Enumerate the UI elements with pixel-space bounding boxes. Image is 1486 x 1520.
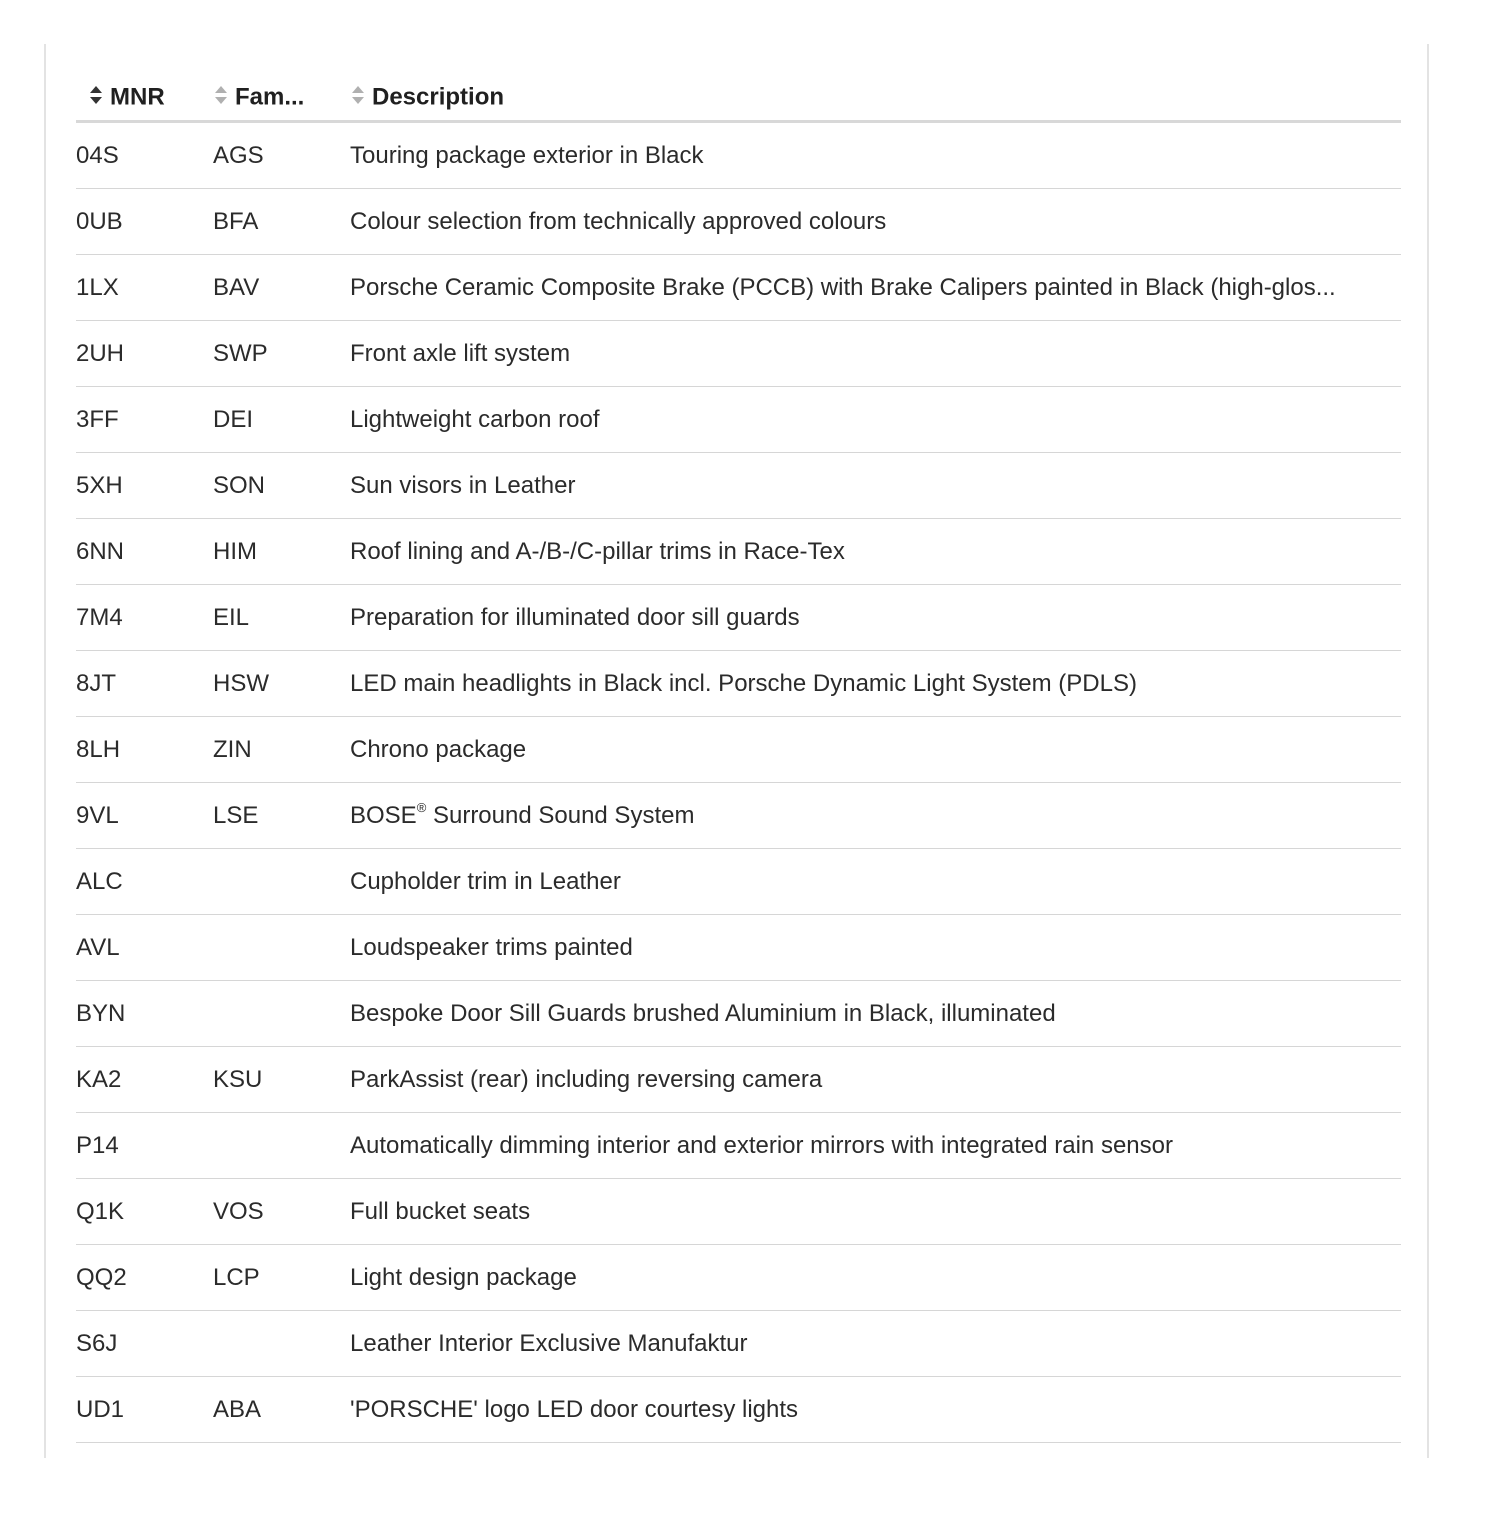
description-text-rest: Surround Sound System [426, 801, 695, 829]
cell-family: KSU [213, 1047, 350, 1113]
cell-family [213, 1113, 350, 1179]
cell-description: LED main headlights in Black incl. Porsche Dynamic Light System (PDLS) [350, 651, 1401, 717]
table-row[interactable] [76, 519, 1401, 585]
table-row[interactable] [76, 1245, 1401, 1311]
cell-family: BFA [213, 189, 350, 255]
cell-description: Light design package [350, 1245, 1401, 1311]
cell-description: Leather Interior Exclusive Manufaktur [350, 1311, 1401, 1377]
cell-description: Cupholder trim in Leather [350, 849, 1401, 915]
sort-icon[interactable] [213, 83, 229, 107]
table-row[interactable] [76, 122, 1401, 189]
cell-family: HSW [213, 651, 350, 717]
cell-mnr: 8JT [76, 651, 213, 717]
cell-mnr: P14 [76, 1113, 213, 1179]
cell-description: Roof lining and A-/B-/C-pillar trims in Race-Tex [350, 519, 1401, 585]
table-row[interactable] [76, 453, 1401, 519]
table-row[interactable] [76, 1047, 1401, 1113]
cell-family: LSE [213, 783, 350, 849]
table-body [76, 122, 1401, 1443]
table-row[interactable] [76, 189, 1401, 255]
cell-family: ABA [213, 1377, 350, 1443]
cell-description: Automatically dimming interior and exterior mirrors with integrated rain sensor [350, 1113, 1401, 1179]
cell-mnr: 2UH [76, 321, 213, 387]
options-table [76, 74, 1401, 1443]
cell-description: Lightweight carbon roof [350, 387, 1401, 453]
cell-family: VOS [213, 1179, 350, 1245]
cell-mnr: 0UB [76, 189, 213, 255]
cell-mnr: 5XH [76, 453, 213, 519]
column-header-mnr[interactable] [76, 74, 213, 122]
cell-description: Bespoke Door Sill Guards brushed Aluminium in Black, illuminated [350, 981, 1401, 1047]
column-header-label: MNR [110, 83, 165, 111]
cell-description: 'PORSCHE' logo LED door courtesy lights [350, 1377, 1401, 1443]
cell-family: AGS [213, 122, 350, 189]
cell-mnr: KA2 [76, 1047, 213, 1113]
cell-description: Preparation for illuminated door sill guards [350, 585, 1401, 651]
cell-family: EIL [213, 585, 350, 651]
cell-family: LCP [213, 1245, 350, 1311]
cell-family [213, 981, 350, 1047]
cell-mnr: 1LX [76, 255, 213, 321]
table-row[interactable] [76, 321, 1401, 387]
cell-family: DEI [213, 387, 350, 453]
cell-mnr: 3FF [76, 387, 213, 453]
cell-description: Front axle lift system [350, 321, 1401, 387]
table-row[interactable] [76, 717, 1401, 783]
table-row[interactable] [76, 981, 1401, 1047]
table-row[interactable] [76, 915, 1401, 981]
cell-mnr: QQ2 [76, 1245, 213, 1311]
sort-active-icon[interactable] [88, 83, 104, 107]
options-panel [44, 44, 1429, 1458]
table-row[interactable] [76, 255, 1401, 321]
column-header-label: Description [372, 83, 505, 111]
cell-mnr: Q1K [76, 1179, 213, 1245]
cell-mnr: 7M4 [76, 585, 213, 651]
table-row[interactable] [76, 387, 1401, 453]
column-header-family[interactable] [213, 74, 350, 122]
registered-mark: ® [416, 799, 427, 815]
table-row[interactable] [76, 585, 1401, 651]
cell-family: HIM [213, 519, 350, 585]
cell-family: ZIN [213, 717, 350, 783]
table-row[interactable] [76, 1179, 1401, 1245]
cell-family [213, 1311, 350, 1377]
table-header [76, 74, 1401, 122]
table-row[interactable] [76, 1377, 1401, 1443]
cell-description: Loudspeaker trims painted [350, 915, 1401, 981]
cell-description: Porsche Ceramic Composite Brake (PCCB) with Brake Calipers painted in Black (high-glos... [350, 255, 1401, 321]
table-row[interactable] [76, 1113, 1401, 1179]
cell-mnr: ALC [76, 849, 213, 915]
cell-family [213, 915, 350, 981]
sort-icon[interactable] [350, 83, 366, 107]
cell-mnr: 04S [76, 122, 213, 189]
cell-description: Chrono package [350, 717, 1401, 783]
cell-description: Touring package exterior in Black [350, 122, 1401, 189]
table-row[interactable] [76, 1311, 1401, 1377]
cell-family: SWP [213, 321, 350, 387]
description-text: BOSE [350, 801, 417, 829]
cell-mnr: 9VL [76, 783, 213, 849]
cell-description: Colour selection from technically approved colours [350, 189, 1401, 255]
cell-description: ParkAssist (rear) including reversing camera [350, 1047, 1401, 1113]
table-row[interactable] [76, 783, 1401, 849]
cell-mnr: S6J [76, 1311, 213, 1377]
cell-description: Full bucket seats [350, 1179, 1401, 1245]
table-row[interactable] [76, 849, 1401, 915]
cell-description [350, 783, 1401, 849]
column-header-description[interactable] [350, 74, 1401, 122]
cell-mnr: UD1 [76, 1377, 213, 1443]
cell-family [213, 849, 350, 915]
cell-description: Sun visors in Leather [350, 453, 1401, 519]
cell-family: BAV [213, 255, 350, 321]
column-header-label: Fam... [235, 83, 305, 111]
cell-mnr: BYN [76, 981, 213, 1047]
cell-mnr: 8LH [76, 717, 213, 783]
cell-family: SON [213, 453, 350, 519]
table-row[interactable] [76, 651, 1401, 717]
cell-mnr: AVL [76, 915, 213, 981]
cell-mnr: 6NN [76, 519, 213, 585]
